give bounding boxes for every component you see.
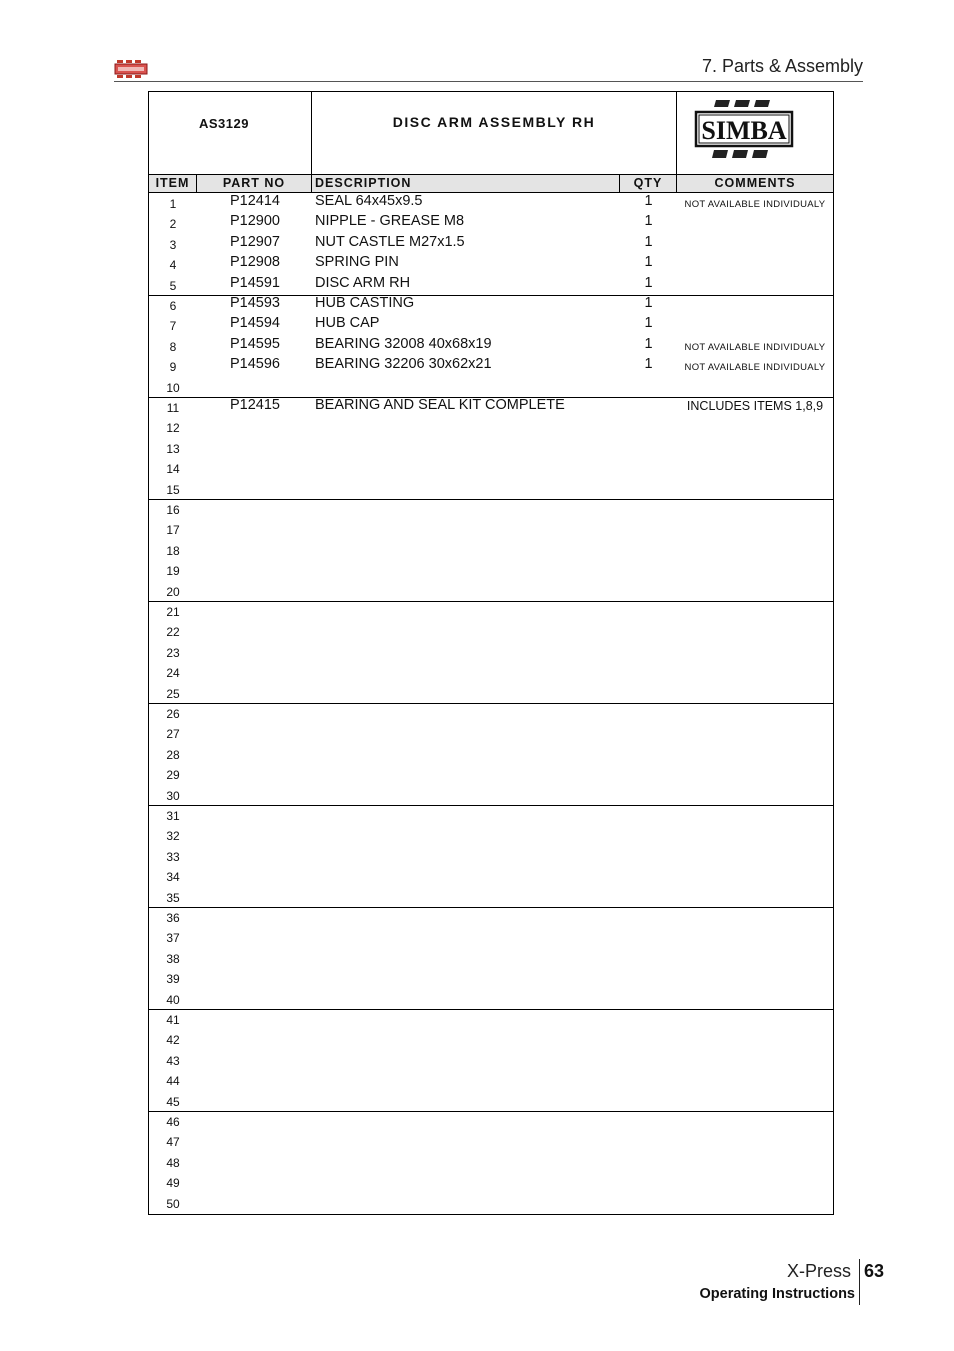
table-row — [149, 866, 833, 886]
simba-logo-icon — [694, 98, 794, 162]
item-number: 43 — [166, 1053, 180, 1068]
item-number: 38 — [166, 951, 180, 966]
part-number: P12414 — [230, 193, 280, 209]
item-number: 45 — [166, 1094, 180, 1109]
simba-logo-wordmark: SIMBA — [701, 116, 787, 145]
item-number: 18 — [166, 543, 180, 558]
item-number: 4 — [169, 258, 177, 273]
table-row — [149, 1152, 833, 1172]
table-row — [149, 887, 833, 907]
page-number: 63 — [864, 1261, 885, 1281]
item-number: 9 — [169, 360, 177, 375]
item-number: 27 — [166, 727, 180, 742]
part-number: P14595 — [230, 335, 280, 352]
part-description: SEAL 64x45x9.5 — [315, 193, 423, 209]
table-row — [149, 315, 833, 335]
part-number: P12907 — [230, 233, 280, 250]
assembly-header — [149, 92, 833, 174]
part-qty: 1 — [644, 295, 653, 311]
item-number: 19 — [166, 564, 180, 579]
table-row — [149, 764, 833, 784]
table-row — [149, 723, 833, 743]
part-qty: 1 — [644, 274, 653, 291]
part-number: P12908 — [230, 254, 280, 271]
table-row — [149, 213, 833, 233]
part-description: HUB CASTING — [315, 295, 415, 311]
item-number: 40 — [166, 992, 180, 1007]
table-row — [149, 397, 833, 417]
item-number: 20 — [166, 584, 180, 599]
table-row — [149, 479, 833, 499]
item-number: 48 — [166, 1155, 180, 1170]
col-item: ITEM — [149, 175, 197, 192]
item-number: 30 — [166, 788, 180, 803]
part-qty: 1 — [644, 315, 653, 332]
part-comment: NOT AVAILABLE INDIVIDUALY — [684, 341, 826, 353]
item-number: 12 — [166, 421, 180, 436]
item-number: 36 — [166, 911, 180, 925]
table-row — [149, 417, 833, 437]
table-row — [149, 1009, 833, 1029]
table-row — [149, 254, 833, 274]
item-number: 2 — [169, 217, 177, 232]
part-number: P14594 — [230, 315, 280, 332]
item-number: 3 — [169, 237, 177, 252]
part-qty: 1 — [644, 233, 653, 250]
assembly-title: DISC ARM ASSEMBLY RH — [392, 114, 596, 130]
item-number: 23 — [166, 645, 180, 660]
table-row — [149, 907, 833, 927]
part-number: P14596 — [230, 356, 280, 373]
section-title: 7. Parts & Assembly — [701, 56, 863, 76]
item-number: 5 — [169, 278, 177, 293]
assembly-title-cell — [312, 92, 677, 174]
part-description: BEARING 32206 30x62x21 — [315, 356, 492, 373]
item-number: 11 — [166, 401, 180, 415]
table-row — [149, 519, 833, 539]
item-number: 49 — [166, 1176, 180, 1191]
item-number: 6 — [169, 299, 177, 313]
item-number: 31 — [166, 809, 180, 823]
table-row — [149, 1091, 833, 1111]
part-qty: 1 — [644, 356, 653, 373]
table-row — [149, 1193, 833, 1213]
item-number: 16 — [166, 503, 180, 517]
item-number: 1 — [169, 197, 177, 211]
part-qty: 1 — [644, 213, 653, 230]
part-number: P12900 — [230, 213, 280, 230]
part-description: NIPPLE - GREASE M8 — [315, 213, 465, 230]
part-description: HUB CAP — [315, 315, 380, 332]
parts-sheet — [148, 91, 834, 1215]
col-qty: QTY — [620, 175, 677, 192]
part-comment: NOT AVAILABLE INDIVIDUALY — [684, 199, 826, 210]
item-number: 28 — [166, 747, 180, 762]
item-number: 29 — [166, 768, 180, 783]
simba-small-logo-icon — [114, 59, 148, 79]
product-name: X-Press — [787, 1261, 852, 1281]
part-qty: 1 — [644, 193, 653, 209]
table-row — [149, 438, 833, 458]
part-description: NUT CASTLE M27x1.5 — [315, 233, 465, 250]
table-row — [149, 1050, 833, 1070]
part-number: P14591 — [230, 274, 280, 291]
table-row — [149, 499, 833, 519]
table-row — [149, 948, 833, 968]
item-number: 34 — [166, 870, 180, 885]
item-number: 35 — [166, 890, 180, 905]
table-row — [149, 1172, 833, 1192]
part-description: BEARING 32008 40x68x19 — [315, 335, 492, 352]
item-number: 41 — [166, 1013, 180, 1027]
col-comments: COMMENTS — [714, 176, 796, 190]
table-row — [149, 968, 833, 988]
item-number: 37 — [166, 931, 180, 946]
table-row — [149, 601, 833, 621]
item-number: 21 — [166, 605, 180, 619]
table-row — [149, 581, 833, 601]
item-number: 50 — [166, 1196, 180, 1211]
table-row — [149, 540, 833, 560]
table-row — [149, 1131, 833, 1151]
table-row — [149, 642, 833, 662]
table-row — [149, 275, 833, 295]
table-row — [149, 193, 833, 213]
part-qty: 1 — [644, 254, 653, 271]
part-description: DISC ARM RH — [315, 274, 411, 291]
item-number: 8 — [169, 339, 177, 354]
item-number: 17 — [166, 523, 180, 538]
item-number: 26 — [166, 707, 180, 721]
table-row — [149, 785, 833, 805]
table-row — [149, 234, 833, 254]
item-number: 44 — [166, 1074, 180, 1089]
table-row — [149, 1070, 833, 1090]
footer-subtitle: Operating Instructions — [699, 1286, 855, 1302]
table-row — [149, 744, 833, 764]
item-number: 15 — [166, 482, 180, 497]
table-row — [149, 458, 833, 478]
table-row — [149, 1111, 833, 1131]
table-row — [149, 336, 833, 356]
table-row — [149, 825, 833, 845]
table-row — [149, 621, 833, 641]
item-number: 14 — [166, 462, 180, 477]
item-number: 10 — [166, 380, 180, 395]
table-row — [149, 560, 833, 580]
table-row — [149, 927, 833, 947]
part-number: P14593 — [230, 295, 280, 311]
item-number: 13 — [166, 441, 180, 456]
item-number: 42 — [166, 1033, 180, 1048]
assembly-code-cell — [149, 92, 312, 174]
table-row — [149, 662, 833, 682]
item-number: 39 — [166, 972, 180, 987]
table-row — [149, 683, 833, 703]
column-headers — [149, 174, 833, 193]
table-row — [149, 377, 833, 397]
part-number: P12415 — [230, 397, 280, 413]
part-qty: 1 — [644, 335, 653, 352]
part-comment: NOT AVAILABLE INDIVIDUALY — [684, 362, 826, 374]
part-description: BEARING AND SEAL KIT COMPLETE — [315, 397, 565, 413]
item-number: 24 — [166, 666, 180, 681]
table-row — [149, 356, 833, 376]
part-description: SPRING PIN — [315, 254, 399, 271]
item-number: 7 — [169, 319, 177, 334]
col-part-no: PART NO — [197, 175, 312, 192]
footer-divider — [859, 1259, 860, 1305]
table-row — [149, 846, 833, 866]
table-row — [149, 703, 833, 723]
table-row — [149, 1029, 833, 1049]
item-number: 46 — [166, 1115, 180, 1129]
table-row — [149, 989, 833, 1009]
item-number: 22 — [166, 625, 180, 640]
item-number: 25 — [166, 686, 180, 701]
table-row — [149, 805, 833, 825]
item-number: 47 — [166, 1135, 180, 1150]
col-description: DESCRIPTION — [312, 175, 620, 192]
header-divider — [114, 81, 863, 82]
assembly-code: AS3129 — [199, 116, 249, 131]
item-number: 32 — [166, 829, 180, 844]
item-number: 33 — [166, 849, 180, 864]
table-row — [149, 295, 833, 315]
part-comment: INCLUDES ITEMS 1,8,9 — [686, 399, 824, 413]
